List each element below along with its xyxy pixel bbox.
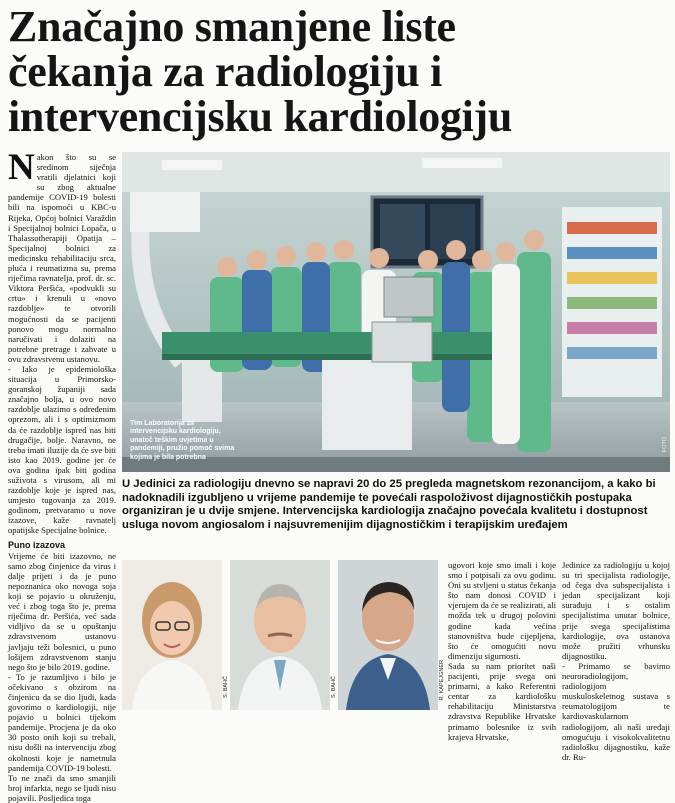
headline-line-3: intervencijsku kardiologiju — [8, 92, 513, 141]
paragraph-2: - Iako je epidemiološka situacija u Primorsko-goranskoj županiji sada značajno bolja, u ovo novo razdoblje ulazimo s određenim oprezom, ali i s optimizmom da će razdoblje ispred nas biti drugačije, bolje. Naravno, ne treba imati iluzije da će sve biti isto kao 2019. godine jer će ova godina ipak biti godina suživota s virusom, ali mi razdoblje koje je ispred nas, umjesto tugovanja za 2019. godinom, pretvaramo u nove izazove, kaže ravnatelj opatijske Specijalne bolnice. — [8, 363, 116, 536]
portrait-woman — [122, 560, 222, 710]
article-lead: U Jedinici za radiologiju dnevno se napravi 20 do 25 pregleda magnetskom rezonancijom, a kako bi nadoknadili izgubljeno u vrijeme pandemije te povećali raspoloživost dijagnostičkih postupaka organiziran je u dvije smjene. Intervencijska kardiologija značajno povećala kvalitetu i dostupnost usluga novom angiosalom i najsuvremenijim dijagnostičkim i terapijskim uređajem — [122, 478, 656, 531]
portrait-woman-illustration — [122, 560, 222, 710]
headline-line-1: Značajno smanjene liste — [8, 2, 456, 51]
middle-paragraph-1: ugovori koje smo imali i koje smo i potpisali za ovu godinu. Oni su stvljeni u status čekanja što nam donosi COVID i vjerujem da će se realizirati, ali možda tek u drugoj polovini godine kada većina stanovništva bude cijepljena, što će omogućiti novu dimenziju sigurnosti. — [448, 560, 556, 661]
paragraph-1: akon što su se sredinom siječnja vratili djelatnici koji su zbog aktualne pandemije COVID-19 bolesti bili na ispomoći u KBC-u Rijeka, Općoj bolnici Varaždin i Specijalnoj bolnici Lopača, u Thalassotherapiji Opatija – Specijalnoj bolnici za medicinsku rehabilitaciju srca, pluća i reumatizma su, prema riječima ravnatelja, prof. dr. sc. Viktora Peršića, «podvukli su crtu» i krenuli u «novo razdoblje» te otvorili mogućnosti da se pacijenti ponovo mogu normalno naručivati i dolaziti na potrebne pretrage i zahvate u ovu zdravstvenu ustanovu. — [8, 152, 116, 364]
main-photo — [122, 152, 670, 472]
right-paragraph-2: - Primamo se bavimo neuroradiologijom, radiologijom muskuloskeletnog sustava s reumatologijom te kardiovaskularnom radiologijom, ali naši uređaji omogućuju i visokokvalitetnu radiološku dijagnostiku, kaže dr. Ru- — [562, 660, 670, 762]
paragraph-5: To ne znači da smo smanjili broj infarkta, nego se ljudi nisu pojavili. Posljedica toga — [8, 772, 116, 803]
portrait-man-1-illustration — [230, 560, 330, 710]
paragraph-3: Vrijeme će biti izazovno, ne samo zbog činjenice da virus i dalje prijeti i da je punо nepoznanica oko novoga soja koji se pojavio u okruženju, već i zbog toga što je, prema riječima dr. Peršića, već sada vidljivo da se u opuštanju zdravstvenom ustanovu javljaju teži bolesnici, u puno lošijem zdravstvenom stanju nego što je bilo 2019. godine. — [8, 550, 116, 672]
photo-credit: FOTO — [662, 437, 668, 453]
portrait-man-2 — [338, 560, 438, 710]
portrait-credit-1: S. BAHČ — [223, 676, 229, 699]
portrait-man-2-illustration — [338, 560, 438, 710]
article-headline — [8, 4, 668, 139]
right-column — [562, 560, 670, 762]
middle-paragraph-2: Sada su nam prioritet naši pacijenti, prije svega oni primarni, a kako Referentni centar za kardiološku rehabilitaciju Ministarstva zdravstva Republike Hrvatske primamo bolesnike iz svih krajeva Hrvatske, — [448, 660, 556, 742]
subheading: Puno izazova — [8, 539, 66, 550]
dropcap: N — [8, 147, 35, 188]
headline-line-2: čekanja za radiologiju i — [8, 47, 443, 96]
paragraph-4: - To je razumljivo i bilo je očekivano s obzirom na činjenicu da se dio ljudi, kada govorimo o kardiologiji, nije pojavio u bolnici tijekom pandemije. Procjena je da oko 30 posto onih koji su trebali, nisu došli na intervenciju zbog okolnosti koje je nametnula pandemija COVID-19 bolesti. — [8, 671, 116, 773]
portrait-man-1 — [230, 560, 330, 710]
portrait-credit-2: S. BAHČ — [331, 676, 337, 699]
right-paragraph-1: Jedinice za radiologiju u kojoj su tri specijalista radiologije, od čega dva subspecijalista i jedan specijalizant koji surađuju i s ostalim specijalistima unutar bolnice, prije svega specijalistima kardiologije, ova ustanova može pružiti vrhunsku dijagnostiku. — [562, 560, 670, 661]
photo-caption: Tim Laboratorija za intervencijsku kardiologiju, unatoč teškim uvjetima u pandemiji, pružio pomoć svima kojima je bila potrebna — [130, 420, 235, 461]
portrait-credit-3: R. KAPEJGNER — [439, 660, 445, 701]
left-column — [8, 147, 116, 803]
middle-column — [448, 560, 556, 742]
